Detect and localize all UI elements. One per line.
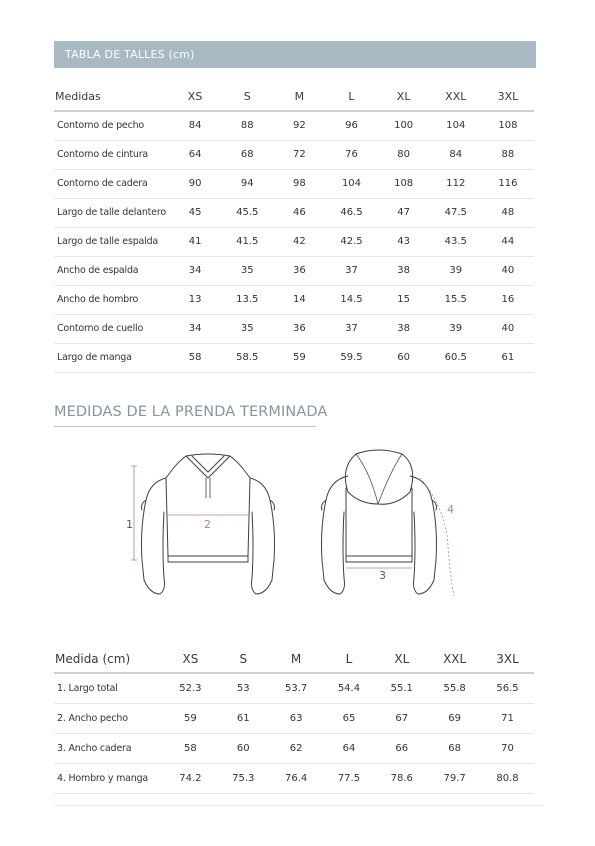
row-label: Contorno de cadera <box>54 169 169 198</box>
hoodie-illustration <box>120 448 470 608</box>
size-header: L <box>325 83 377 111</box>
table-cell: 58 <box>169 343 221 372</box>
table-cell: 61 <box>482 343 534 372</box>
table-cell: 52.3 <box>164 673 217 703</box>
table-cell: 59.5 <box>325 343 377 372</box>
table-cell: 45 <box>169 198 221 227</box>
table-cell: 92 <box>273 111 325 140</box>
row-label: Ancho de espalda <box>54 256 169 285</box>
table-cell: 68 <box>428 733 481 763</box>
measure-label-1: 1 <box>126 518 133 531</box>
table-cell: 64 <box>323 733 376 763</box>
table-cell: 79.7 <box>428 763 481 793</box>
table-cell: 90 <box>169 169 221 198</box>
row-label: Contorno de cuello <box>54 314 169 343</box>
finished-table-header <box>54 645 534 673</box>
table-cell: 116 <box>482 169 534 198</box>
measure-label-4: 4 <box>447 503 454 516</box>
table-cell: 40 <box>482 314 534 343</box>
table-cell: 58 <box>164 733 217 763</box>
table-cell: 96 <box>325 111 377 140</box>
row-label: Ancho de hombro <box>54 285 169 314</box>
size-header: XL <box>375 645 428 673</box>
size-header: S <box>217 645 270 673</box>
table-cell: 59 <box>164 703 217 733</box>
table-cell: 75.3 <box>217 763 270 793</box>
table-cell: 76 <box>325 140 377 169</box>
size-table-title: TABLA DE TALLES (cm) <box>54 41 536 68</box>
table-cell: 48 <box>482 198 534 227</box>
table-cell: 71 <box>481 703 534 733</box>
table-cell: 40 <box>482 256 534 285</box>
table-cell: 37 <box>325 256 377 285</box>
row-label: Contorno de pecho <box>54 111 169 140</box>
table-cell: 41 <box>169 227 221 256</box>
table-cell: 15.5 <box>430 285 482 314</box>
table-row <box>54 227 534 256</box>
row-label: 1. Largo total <box>54 673 164 703</box>
table-cell: 14 <box>273 285 325 314</box>
table-cell: 69 <box>428 703 481 733</box>
row-label: Largo de manga <box>54 343 169 372</box>
table-cell: 88 <box>221 111 273 140</box>
table-cell: 53 <box>217 673 270 703</box>
size-header: XS <box>164 645 217 673</box>
table-cell: 39 <box>430 256 482 285</box>
table-cell: 84 <box>169 111 221 140</box>
table-cell: 43 <box>378 227 430 256</box>
measurement-lines <box>131 466 454 596</box>
table-row <box>54 111 534 140</box>
table-cell: 108 <box>482 111 534 140</box>
table-cell: 65 <box>323 703 376 733</box>
table-cell: 36 <box>273 256 325 285</box>
table-row <box>54 169 534 198</box>
table-row <box>54 256 534 285</box>
row-label: 4. Hombro y manga <box>54 763 164 793</box>
table-cell: 112 <box>430 169 482 198</box>
row-label: Largo de talle delantero <box>54 198 169 227</box>
finished-measures-table <box>54 645 534 794</box>
row-label: Contorno de cintura <box>54 140 169 169</box>
table-cell: 84 <box>430 140 482 169</box>
table-cell: 38 <box>378 256 430 285</box>
table-cell: 46 <box>273 198 325 227</box>
size-header: 3XL <box>481 645 534 673</box>
table-cell: 60.5 <box>430 343 482 372</box>
table-cell: 60 <box>217 733 270 763</box>
table-cell: 88 <box>482 140 534 169</box>
finished-table-body <box>54 673 534 793</box>
table-cell: 66 <box>375 733 428 763</box>
table-cell: 67 <box>375 703 428 733</box>
table-cell: 55.8 <box>428 673 481 703</box>
table-row <box>54 314 534 343</box>
measure-label-2: 2 <box>204 518 211 531</box>
table-cell: 80.8 <box>481 763 534 793</box>
size-header: XXL <box>430 83 482 111</box>
table-cell: 108 <box>378 169 430 198</box>
table-cell: 94 <box>221 169 273 198</box>
table-cell: 42.5 <box>325 227 377 256</box>
table-cell: 37 <box>325 314 377 343</box>
table-row <box>54 343 534 372</box>
table-cell: 78.6 <box>375 763 428 793</box>
table-cell: 77.5 <box>323 763 376 793</box>
table-cell: 63 <box>270 703 323 733</box>
measures-header: Medidas <box>54 83 169 111</box>
table-row <box>54 703 534 733</box>
size-header: XL <box>378 83 430 111</box>
title-underline <box>54 426 316 427</box>
table-cell: 98 <box>273 169 325 198</box>
table-cell: 13.5 <box>221 285 273 314</box>
table-cell: 70 <box>481 733 534 763</box>
table-cell: 41.5 <box>221 227 273 256</box>
table-cell: 34 <box>169 314 221 343</box>
table-row <box>54 285 534 314</box>
length-measure-line <box>131 466 137 560</box>
table-cell: 100 <box>378 111 430 140</box>
table-cell: 80 <box>378 140 430 169</box>
table-row <box>54 763 534 793</box>
table-cell: 47 <box>378 198 430 227</box>
table-cell: 35 <box>221 314 273 343</box>
row-label: 2. Ancho pecho <box>54 703 164 733</box>
table-cell: 39 <box>430 314 482 343</box>
size-header: XS <box>169 83 221 111</box>
table-cell: 46.5 <box>325 198 377 227</box>
table-cell: 15 <box>378 285 430 314</box>
finished-measures-title: MEDIDAS DE LA PRENDA TERMINADA <box>54 404 328 420</box>
table-cell: 76.4 <box>270 763 323 793</box>
table-cell: 16 <box>482 285 534 314</box>
table-cell: 60 <box>378 343 430 372</box>
table-cell: 62 <box>270 733 323 763</box>
table-cell: 34 <box>169 256 221 285</box>
size-table-body <box>54 111 534 372</box>
table-cell: 104 <box>430 111 482 140</box>
size-table-header <box>54 83 534 111</box>
table-cell: 59 <box>273 343 325 372</box>
table-cell: 13 <box>169 285 221 314</box>
table-cell: 35 <box>221 256 273 285</box>
table-cell: 58.5 <box>221 343 273 372</box>
table-cell: 61 <box>217 703 270 733</box>
table-cell: 68 <box>221 140 273 169</box>
size-header: M <box>270 645 323 673</box>
table-cell: 64 <box>169 140 221 169</box>
size-header: XXL <box>428 645 481 673</box>
table-cell: 42 <box>273 227 325 256</box>
table-cell: 43.5 <box>430 227 482 256</box>
table-row <box>54 733 534 763</box>
table-row <box>54 673 534 703</box>
table-cell: 45.5 <box>221 198 273 227</box>
table-cell: 36 <box>273 314 325 343</box>
size-header: M <box>273 83 325 111</box>
table-cell: 104 <box>325 169 377 198</box>
bottom-divider <box>54 805 544 806</box>
table-cell: 53.7 <box>270 673 323 703</box>
table-cell: 56.5 <box>481 673 534 703</box>
size-header: S <box>221 83 273 111</box>
table-cell: 74.2 <box>164 763 217 793</box>
table-cell: 54.4 <box>323 673 376 703</box>
size-header: L <box>323 645 376 673</box>
table-cell: 47.5 <box>430 198 482 227</box>
table-cell: 72 <box>273 140 325 169</box>
table-cell: 14.5 <box>325 285 377 314</box>
table-cell: 55.1 <box>375 673 428 703</box>
table-row <box>54 198 534 227</box>
row-label: Largo de talle espalda <box>54 227 169 256</box>
size-header: 3XL <box>482 83 534 111</box>
table-row <box>54 140 534 169</box>
measure-header: Medida (cm) <box>54 645 164 673</box>
row-label: 3. Ancho cadera <box>54 733 164 763</box>
measure-label-3: 3 <box>379 569 386 582</box>
garment-diagram <box>120 448 470 608</box>
shoulder-sleeve-measure-line <box>420 478 454 596</box>
table-cell: 38 <box>378 314 430 343</box>
table-cell: 44 <box>482 227 534 256</box>
size-table <box>54 83 534 373</box>
